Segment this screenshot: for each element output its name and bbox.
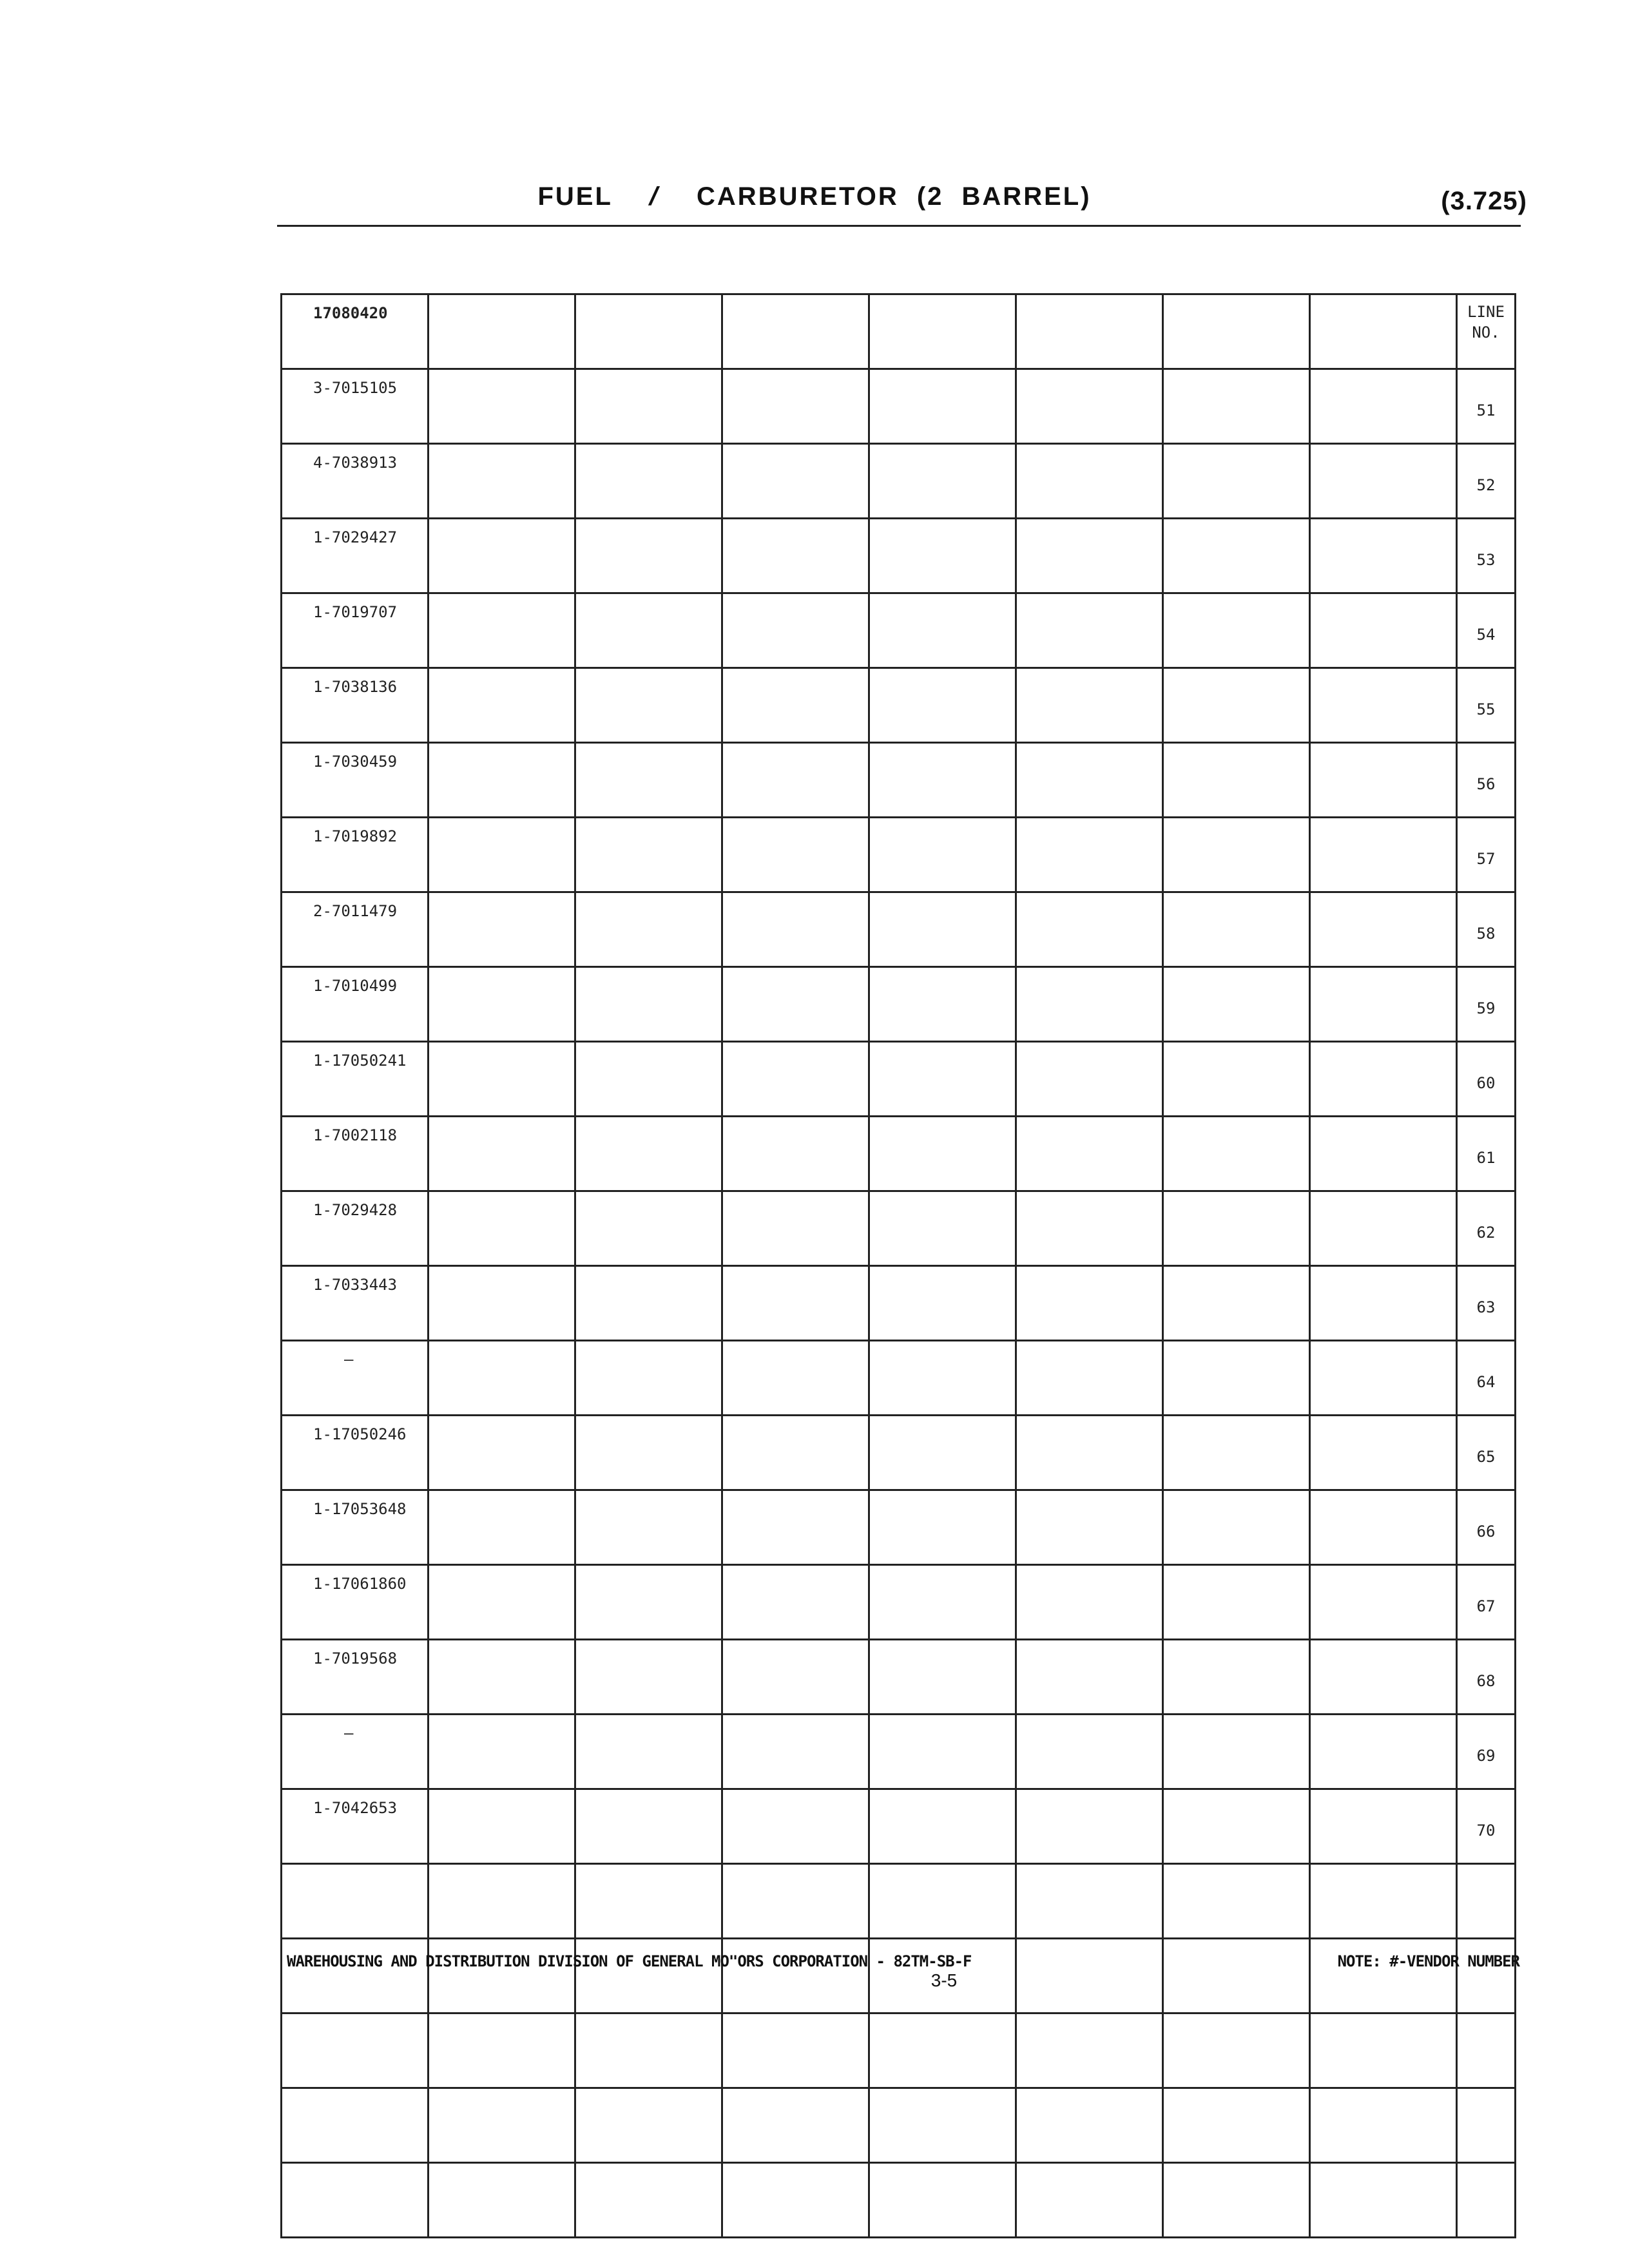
footer-division-text: WAREHOUSING AND DISTRIBUTION DIVISION OF GENERAL MO"ORS CORPORATION - 82TM-SB-F bbox=[287, 1952, 972, 1970]
empty-cell bbox=[1310, 1191, 1457, 1266]
empty-cell bbox=[869, 1341, 1016, 1416]
empty-cell bbox=[1016, 444, 1163, 519]
empty-cell bbox=[575, 818, 722, 892]
empty-cell bbox=[575, 1864, 722, 1939]
empty-cell bbox=[722, 1565, 869, 1640]
empty-cell bbox=[575, 1640, 722, 1715]
table-row bbox=[282, 593, 1516, 668]
part-number-cell: 1-17050246 bbox=[282, 1416, 429, 1490]
empty-cell bbox=[1163, 444, 1310, 519]
empty-cell bbox=[1163, 1565, 1310, 1640]
empty-cell bbox=[722, 1939, 869, 2013]
empty-cell bbox=[1163, 1490, 1310, 1565]
empty-cell bbox=[1310, 1341, 1457, 1416]
empty-cell bbox=[1163, 967, 1310, 1042]
empty-cell bbox=[1016, 593, 1163, 668]
empty-cell bbox=[429, 1490, 575, 1565]
empty-cell bbox=[575, 1789, 722, 1864]
empty-cell bbox=[722, 1715, 869, 1789]
empty-cell bbox=[722, 369, 869, 444]
line-number-cell bbox=[1457, 1939, 1516, 2013]
table-header-row bbox=[282, 294, 1516, 369]
empty-cell bbox=[575, 1042, 722, 1117]
table-row bbox=[282, 2163, 1516, 2238]
empty-cell bbox=[722, 2163, 869, 2238]
empty-cell bbox=[869, 892, 1016, 967]
empty-cell bbox=[575, 2088, 722, 2163]
empty-cell bbox=[722, 892, 869, 967]
empty-cell bbox=[722, 1042, 869, 1117]
empty-cell bbox=[869, 1864, 1016, 1939]
empty-cell bbox=[1016, 668, 1163, 743]
empty-cell bbox=[869, 1640, 1016, 1715]
empty-cell bbox=[575, 743, 722, 818]
empty-cell bbox=[1163, 519, 1310, 593]
footer-note: NOTE: #-VENDOR NUMBER bbox=[1337, 1952, 1519, 1970]
empty-cell bbox=[869, 967, 1016, 1042]
empty-cell bbox=[1016, 967, 1163, 1042]
line-number-cell: 65 bbox=[1457, 1416, 1516, 1490]
header-rule bbox=[277, 225, 1521, 227]
empty-cell bbox=[575, 1715, 722, 1789]
table-row bbox=[282, 967, 1516, 1042]
part-number-cell bbox=[282, 2163, 429, 2238]
line-number-cell: 54 bbox=[1457, 593, 1516, 668]
empty-cell bbox=[722, 1191, 869, 1266]
empty-cell bbox=[1310, 294, 1457, 369]
table-row bbox=[282, 1565, 1516, 1640]
empty-cell bbox=[1016, 519, 1163, 593]
empty-cell bbox=[869, 369, 1016, 444]
empty-cell bbox=[575, 1565, 722, 1640]
empty-cell bbox=[1016, 818, 1163, 892]
empty-cell bbox=[869, 818, 1016, 892]
table-row bbox=[282, 1042, 1516, 1117]
empty-cell bbox=[429, 369, 575, 444]
empty-cell bbox=[575, 593, 722, 668]
part-number-cell: 1-7029428 bbox=[282, 1191, 429, 1266]
line-number-cell: 64 bbox=[1457, 1341, 1516, 1416]
empty-cell bbox=[722, 444, 869, 519]
empty-cell bbox=[1310, 818, 1457, 892]
line-number-cell: 70 bbox=[1457, 1789, 1516, 1864]
empty-cell bbox=[429, 1715, 575, 1789]
table-row bbox=[282, 1715, 1516, 1789]
part-number-cell: 1-7010499 bbox=[282, 967, 429, 1042]
table-row bbox=[282, 1939, 1516, 2013]
empty-cell bbox=[575, 892, 722, 967]
empty-cell bbox=[429, 294, 575, 369]
empty-cell bbox=[429, 2163, 575, 2238]
table-row bbox=[282, 668, 1516, 743]
empty-cell bbox=[869, 1490, 1016, 1565]
empty-cell bbox=[1016, 892, 1163, 967]
empty-cell bbox=[1016, 1341, 1163, 1416]
empty-cell bbox=[1163, 1789, 1310, 1864]
empty-cell bbox=[869, 1565, 1016, 1640]
empty-cell bbox=[1310, 369, 1457, 444]
empty-cell bbox=[1163, 892, 1310, 967]
line-number-cell bbox=[1457, 2163, 1516, 2238]
empty-cell bbox=[1016, 2088, 1163, 2163]
empty-cell bbox=[575, 519, 722, 593]
empty-cell bbox=[1163, 1341, 1310, 1416]
empty-cell bbox=[1016, 369, 1163, 444]
part-number-cell: 1-17053648 bbox=[282, 1490, 429, 1565]
table-row bbox=[282, 1341, 1516, 1416]
empty-cell bbox=[1163, 1042, 1310, 1117]
part-number-cell: 1-7019707 bbox=[282, 593, 429, 668]
line-number-cell bbox=[1457, 2088, 1516, 2163]
empty-cell bbox=[869, 1266, 1016, 1341]
empty-cell bbox=[869, 668, 1016, 743]
table-row bbox=[282, 1191, 1516, 1266]
empty-cell bbox=[869, 294, 1016, 369]
empty-cell bbox=[869, 1191, 1016, 1266]
empty-cell bbox=[1310, 1864, 1457, 1939]
empty-cell bbox=[575, 369, 722, 444]
empty-cell bbox=[869, 1042, 1016, 1117]
empty-cell bbox=[869, 2088, 1016, 2163]
empty-cell bbox=[869, 1789, 1016, 1864]
empty-cell bbox=[1163, 369, 1310, 444]
part-number-cell: — bbox=[282, 1341, 429, 1416]
empty-cell bbox=[1016, 1939, 1163, 2013]
line-number-cell: 63 bbox=[1457, 1266, 1516, 1341]
table-row bbox=[282, 1640, 1516, 1715]
table-row bbox=[282, 743, 1516, 818]
empty-cell bbox=[575, 1341, 722, 1416]
empty-cell bbox=[722, 668, 869, 743]
part-number-cell: 1-17061860 bbox=[282, 1565, 429, 1640]
part-number-cell: 1-7029427 bbox=[282, 519, 429, 593]
empty-cell bbox=[1310, 519, 1457, 593]
empty-cell bbox=[1310, 2013, 1457, 2088]
empty-cell bbox=[869, 519, 1016, 593]
empty-cell bbox=[575, 1117, 722, 1191]
empty-cell bbox=[429, 1266, 575, 1341]
part-number-cell: 2-7011479 bbox=[282, 892, 429, 967]
line-no-header bbox=[1457, 294, 1516, 369]
line-number-cell: 60 bbox=[1457, 1042, 1516, 1117]
empty-cell bbox=[869, 1416, 1016, 1490]
empty-cell bbox=[1163, 2013, 1310, 2088]
page-title bbox=[0, 182, 1629, 211]
empty-cell bbox=[429, 1117, 575, 1191]
empty-cell bbox=[722, 1341, 869, 1416]
empty-cell bbox=[1310, 1416, 1457, 1490]
empty-cell bbox=[429, 1939, 575, 2013]
empty-cell bbox=[1310, 668, 1457, 743]
empty-cell bbox=[1163, 1266, 1310, 1341]
empty-cell bbox=[722, 1266, 869, 1341]
line-number-cell: 51 bbox=[1457, 369, 1516, 444]
empty-cell bbox=[1310, 1565, 1457, 1640]
empty-cell bbox=[575, 444, 722, 519]
empty-cell bbox=[429, 1191, 575, 1266]
line-number-cell bbox=[1457, 1864, 1516, 1939]
empty-cell bbox=[429, 967, 575, 1042]
empty-cell bbox=[1310, 1640, 1457, 1715]
table-row bbox=[282, 444, 1516, 519]
line-number-cell: 67 bbox=[1457, 1565, 1516, 1640]
empty-cell bbox=[1016, 1715, 1163, 1789]
title-carburetor: CARBURETOR (2 BARREL) bbox=[697, 182, 1092, 211]
table-row bbox=[282, 892, 1516, 967]
empty-cell bbox=[722, 818, 869, 892]
empty-cell bbox=[869, 743, 1016, 818]
empty-cell bbox=[1016, 1117, 1163, 1191]
empty-cell bbox=[722, 1789, 869, 1864]
empty-cell bbox=[1163, 1191, 1310, 1266]
empty-cell bbox=[722, 743, 869, 818]
table-row bbox=[282, 1864, 1516, 1939]
empty-cell bbox=[869, 444, 1016, 519]
empty-cell bbox=[429, 743, 575, 818]
table-row bbox=[282, 1416, 1516, 1490]
line-number-cell: 53 bbox=[1457, 519, 1516, 593]
line-number-cell: 57 bbox=[1457, 818, 1516, 892]
empty-cell bbox=[1163, 1416, 1310, 1490]
empty-cell bbox=[1163, 2088, 1310, 2163]
empty-cell bbox=[1016, 1042, 1163, 1117]
empty-cell bbox=[429, 1864, 575, 1939]
empty-cell bbox=[1163, 1864, 1310, 1939]
empty-cell bbox=[429, 668, 575, 743]
empty-cell bbox=[1310, 444, 1457, 519]
title-slash: / bbox=[646, 182, 664, 211]
empty-cell bbox=[722, 2013, 869, 2088]
empty-cell bbox=[575, 1939, 722, 2013]
empty-cell bbox=[1163, 743, 1310, 818]
empty-cell bbox=[1310, 2088, 1457, 2163]
empty-cell bbox=[429, 1640, 575, 1715]
empty-cell bbox=[869, 1715, 1016, 1789]
empty-cell bbox=[1163, 294, 1310, 369]
empty-cell bbox=[575, 2163, 722, 2238]
table-row bbox=[282, 1490, 1516, 1565]
empty-cell bbox=[575, 668, 722, 743]
empty-cell bbox=[429, 1789, 575, 1864]
empty-cell bbox=[1310, 593, 1457, 668]
empty-cell bbox=[869, 1117, 1016, 1191]
part-number-cell: 1-7038136 bbox=[282, 668, 429, 743]
part-number-cell: 1-7033443 bbox=[282, 1266, 429, 1341]
empty-cell bbox=[1163, 1715, 1310, 1789]
empty-cell bbox=[1310, 2163, 1457, 2238]
empty-cell bbox=[429, 818, 575, 892]
part-number-cell: 1-7002118 bbox=[282, 1117, 429, 1191]
empty-cell bbox=[1310, 967, 1457, 1042]
line-number-cell: 59 bbox=[1457, 967, 1516, 1042]
section-number: (3.725) bbox=[1441, 187, 1527, 215]
empty-cell bbox=[1310, 1490, 1457, 1565]
empty-cell bbox=[429, 2013, 575, 2088]
empty-cell bbox=[1016, 294, 1163, 369]
part-number-cell: 3-7015105 bbox=[282, 369, 429, 444]
empty-cell bbox=[1310, 1266, 1457, 1341]
line-number-cell: 52 bbox=[1457, 444, 1516, 519]
empty-cell bbox=[1163, 668, 1310, 743]
part-number-cell: 1-7019892 bbox=[282, 818, 429, 892]
empty-cell bbox=[1310, 1042, 1457, 1117]
empty-cell bbox=[869, 2013, 1016, 2088]
table-row bbox=[282, 818, 1516, 892]
empty-cell bbox=[1016, 1640, 1163, 1715]
empty-cell bbox=[429, 2088, 575, 2163]
table-row bbox=[282, 1117, 1516, 1191]
part-number-cell bbox=[282, 1864, 429, 1939]
empty-cell bbox=[1016, 1789, 1163, 1864]
empty-cell bbox=[429, 892, 575, 967]
line-header-no: NO. bbox=[1472, 323, 1500, 341]
table-row bbox=[282, 2088, 1516, 2163]
empty-cell bbox=[575, 1490, 722, 1565]
line-number-cell: 66 bbox=[1457, 1490, 1516, 1565]
empty-cell bbox=[1016, 743, 1163, 818]
empty-cell bbox=[1163, 1640, 1310, 1715]
empty-cell bbox=[1310, 1789, 1457, 1864]
empty-cell bbox=[429, 1565, 575, 1640]
parts-table bbox=[280, 293, 1516, 2238]
part-number-cell bbox=[282, 2088, 429, 2163]
empty-cell bbox=[722, 1640, 869, 1715]
table-row bbox=[282, 519, 1516, 593]
part-number-cell: 1-17050241 bbox=[282, 1042, 429, 1117]
line-number-cell: 58 bbox=[1457, 892, 1516, 967]
part-number-cell: 1-7030459 bbox=[282, 743, 429, 818]
title-fuel: FUEL bbox=[537, 182, 613, 211]
table-body bbox=[282, 294, 1516, 2238]
empty-cell bbox=[869, 2163, 1016, 2238]
empty-cell bbox=[429, 444, 575, 519]
part-number-cell bbox=[282, 1939, 429, 2013]
line-number-cell: 69 bbox=[1457, 1715, 1516, 1789]
line-number-cell: 68 bbox=[1457, 1640, 1516, 1715]
empty-cell bbox=[1310, 1939, 1457, 2013]
part-number-cell: 1-7019568 bbox=[282, 1640, 429, 1715]
table-row bbox=[282, 1789, 1516, 1864]
empty-cell bbox=[1163, 593, 1310, 668]
line-number-cell: 56 bbox=[1457, 743, 1516, 818]
part-number-cell: 1-7042653 bbox=[282, 1789, 429, 1864]
empty-cell bbox=[1310, 743, 1457, 818]
empty-cell bbox=[722, 1416, 869, 1490]
part-number-cell: 4-7038913 bbox=[282, 444, 429, 519]
empty-cell bbox=[1163, 1939, 1310, 2013]
empty-cell bbox=[722, 294, 869, 369]
empty-cell bbox=[722, 1117, 869, 1191]
empty-cell bbox=[1163, 2163, 1310, 2238]
empty-cell bbox=[1016, 1416, 1163, 1490]
empty-cell bbox=[575, 1416, 722, 1490]
empty-cell bbox=[1016, 1864, 1163, 1939]
empty-cell bbox=[1310, 1715, 1457, 1789]
table-row bbox=[282, 2013, 1516, 2088]
empty-cell bbox=[575, 1266, 722, 1341]
empty-cell bbox=[575, 2013, 722, 2088]
line-header-line: LINE bbox=[1467, 303, 1505, 321]
empty-cell bbox=[722, 593, 869, 668]
empty-cell bbox=[575, 967, 722, 1042]
part-number-cell: — bbox=[282, 1715, 429, 1789]
empty-cell bbox=[575, 1191, 722, 1266]
empty-cell bbox=[429, 593, 575, 668]
empty-cell bbox=[429, 1416, 575, 1490]
table-row bbox=[282, 1266, 1516, 1341]
empty-cell bbox=[722, 519, 869, 593]
empty-cell bbox=[1016, 2013, 1163, 2088]
line-number-cell: 55 bbox=[1457, 668, 1516, 743]
model-number-cell: 17080420 bbox=[282, 294, 429, 369]
empty-cell bbox=[722, 1864, 869, 1939]
empty-cell bbox=[1016, 1565, 1163, 1640]
line-number-cell: 62 bbox=[1457, 1191, 1516, 1266]
empty-cell bbox=[1016, 1191, 1163, 1266]
empty-cell bbox=[429, 519, 575, 593]
empty-cell bbox=[1310, 892, 1457, 967]
empty-cell bbox=[1016, 1266, 1163, 1341]
empty-cell bbox=[722, 967, 869, 1042]
empty-cell bbox=[1016, 1490, 1163, 1565]
empty-cell bbox=[722, 1490, 869, 1565]
empty-cell bbox=[429, 1042, 575, 1117]
line-number-cell bbox=[1457, 2013, 1516, 2088]
empty-cell bbox=[429, 1341, 575, 1416]
empty-cell bbox=[1163, 1117, 1310, 1191]
empty-cell bbox=[1016, 2163, 1163, 2238]
table-row bbox=[282, 369, 1516, 444]
empty-cell bbox=[722, 2088, 869, 2163]
empty-cell bbox=[1310, 1117, 1457, 1191]
empty-cell bbox=[1163, 818, 1310, 892]
part-number-cell bbox=[282, 2013, 429, 2088]
page-number: 3-5 bbox=[930, 1970, 958, 1990]
line-number-cell: 61 bbox=[1457, 1117, 1516, 1191]
empty-cell bbox=[575, 294, 722, 369]
empty-cell bbox=[869, 593, 1016, 668]
